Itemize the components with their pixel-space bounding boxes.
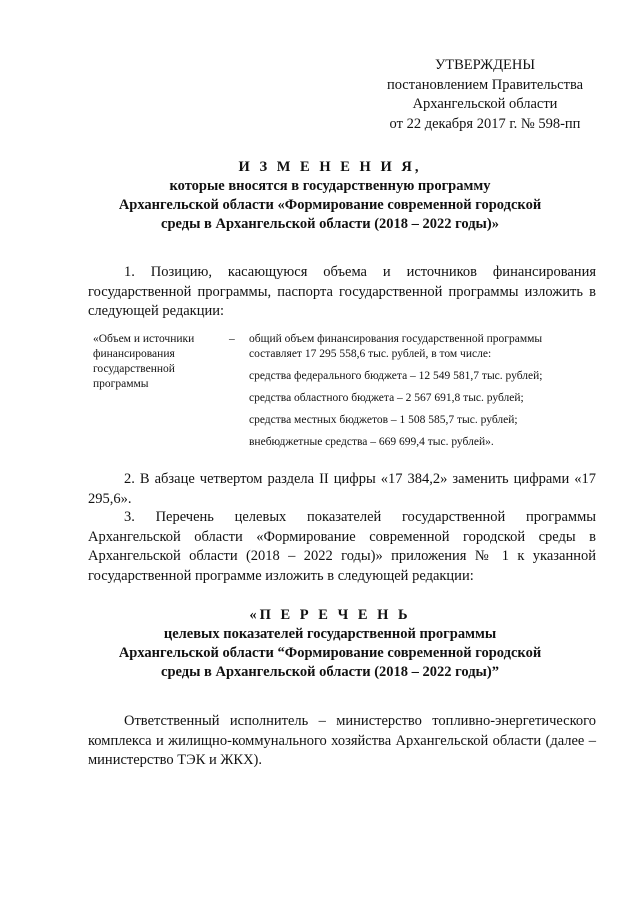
finance-table-label <box>93 332 223 392</box>
paragraph-1 <box>88 263 596 322</box>
finance-dash: – <box>229 333 235 345</box>
list-title <box>60 606 600 682</box>
title-heading: И З М Е Н Е Н И Я, <box>238 159 422 175</box>
paragraph-2-text: 2. В абзаце четвертом раздела II цифры «17 384,2» заменить цифрами «17 295,6». <box>88 471 596 507</box>
approval-line: Архангельской области <box>412 96 558 112</box>
approval-line: от 22 декабря 2017 г. № 598-пп <box>389 115 581 132</box>
title-line: среды в Архангельской области (2018 – 2022 годы)» <box>161 216 499 232</box>
paragraph-4-text: Ответственный исполнитель – министерство топливно-энергетического комплекса и жилищно-коммунального хозяйства Архангельской области (далее – министерство ТЭК и ЖКХ). <box>88 713 596 768</box>
approval-line: постановлением Правительства <box>386 76 584 93</box>
document-title <box>60 158 600 234</box>
paragraph-2 <box>88 470 596 509</box>
finance-value-line: составляет 17 295 558,6 тыс. рублей, в том числе: <box>249 348 492 360</box>
finance-value-line: общий объем финансирования государственной программы <box>249 333 543 345</box>
list-title-line: среды в Архангельской области (2018 – 2022 годы)” <box>161 664 499 680</box>
finance-label-line: «Объем и источники <box>93 333 195 345</box>
title-line: которые вносятся в государственную программу <box>169 178 491 194</box>
list-title-heading: «П Е Р Е Ч Е Н Ь <box>249 607 411 623</box>
finance-value-line: средства местных бюджетов – 1 508 585,7 тыс. рублей; <box>249 414 518 426</box>
list-title-line: Архангельской области “Формирование современной городской <box>118 645 542 661</box>
finance-value-line: средства областного бюджета – 2 567 691,8 тыс. рублей; <box>249 392 524 404</box>
approval-stamp <box>360 56 610 134</box>
finance-table-values <box>249 332 599 450</box>
paragraph-1-text: 1. Позицию, касающуюся объема и источников финансирования государственной программы, паспорта государственной программы изложить в следующей редакции: <box>88 264 596 319</box>
paragraph-4 <box>88 712 596 771</box>
paragraph-3-text: 3. Перечень целевых показателей государственной программы Архангельской области «Формирование современной городской среды в Архангельской области (2018 – 2022 годы)» приложения № 1 к указанной государственной программе изложить в следующей редакции: <box>88 509 596 584</box>
list-title-line: целевых показателей государственной программы <box>163 626 497 642</box>
paragraph-3 <box>88 508 596 586</box>
finance-label-line: финансирования <box>93 348 175 360</box>
finance-value-line: средства федерального бюджета – 12 549 581,7 тыс. рублей; <box>249 370 543 382</box>
finance-label-line: государственной <box>93 363 175 375</box>
finance-value-line: внебюджетные средства – 669 699,4 тыс. рублей». <box>249 436 494 448</box>
approval-line: УТВЕРЖДЕНЫ <box>434 57 536 73</box>
title-line: Архангельской области «Формирование современной городской <box>118 197 542 213</box>
finance-label-line: программы <box>93 378 149 390</box>
